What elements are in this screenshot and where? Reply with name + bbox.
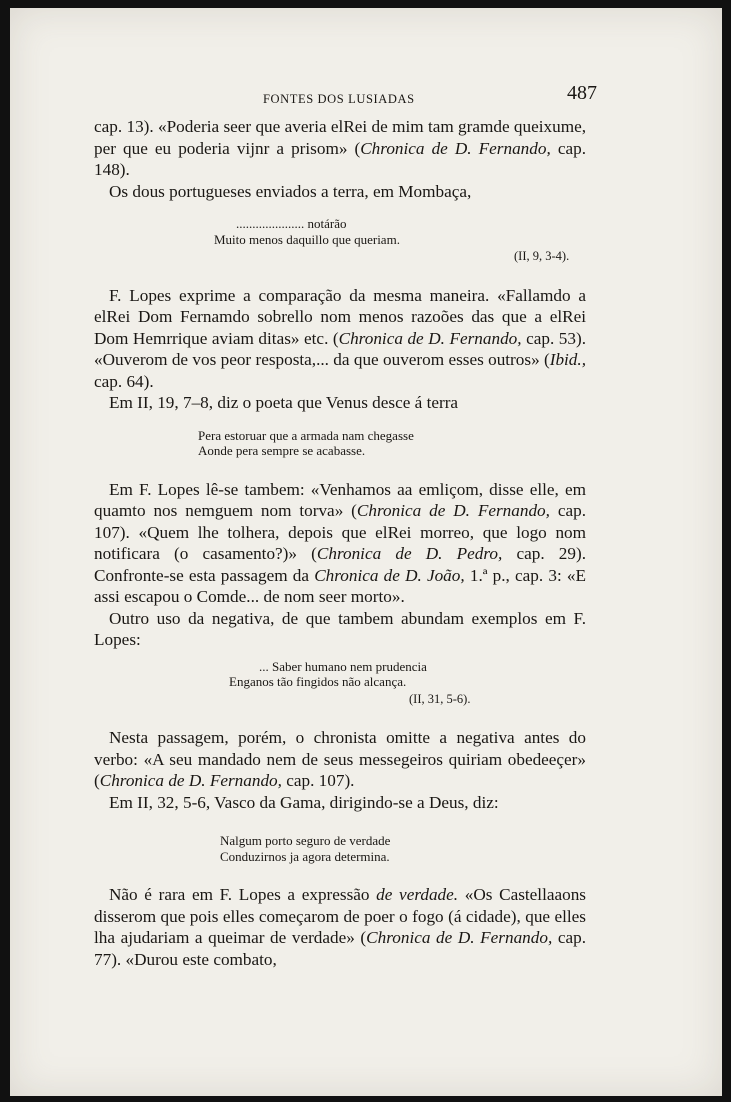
running-title: FONTES DOS LUSIADAS bbox=[263, 92, 415, 106]
body-text bbox=[94, 116, 586, 970]
paragraph: Em II, 32, 5-6, Vasco da Gama, dirigindo-se a Deus, diz: bbox=[109, 792, 499, 812]
paragraph: F. Lopes exprime a comparação da mesma maneira. «Fallamdo a elRei Dom Fernamdo sobrello nom menos razoões das que a elRei Dom Hemrrique aviam ditas» etc. (Chronica de D. Fernando, cap. 53). «Ouverom de vos peor resposta,... da que ouverom esses outros» (Ibid., cap. 64). bbox=[94, 285, 586, 391]
paragraph: Não é rara em F. Lopes a expressão de verdade. «Os Castellaaons disserom que pois elles começarom de poer o fogo (á cidade), que elles lha ajudariam a queimar de verdade» (Chronica de D. Fernando, cap. 77). «Durou este combato, bbox=[94, 885, 586, 969]
verse-line: Nalgum porto seguro de verdade bbox=[220, 833, 391, 848]
verse-line: Muito menos daquillo que queriam. bbox=[214, 231, 400, 247]
verse-quote bbox=[229, 659, 586, 708]
verse-line: Aonde pera sempre se acabasse. bbox=[198, 443, 366, 458]
paragraph: Outro uso da negativa, de que tambem abundam exemplos em F. Lopes: bbox=[94, 608, 586, 649]
page-header bbox=[105, 80, 597, 110]
verse-line: Conduzirnos ja agora determina. bbox=[220, 848, 390, 864]
verse-line: Pera estoruar que a armada nam chegasse bbox=[198, 427, 414, 443]
verse-quote bbox=[220, 833, 586, 864]
verse-line: Enganos tão fingidos não alcança. bbox=[229, 674, 407, 689]
verse-line: ..................... notárão bbox=[236, 216, 347, 231]
paragraph: cap. 13). «Poderia seer que averia elRei de mim tam gramde queixume, per que eu poderia vijnr a prisom» (Chronica de D. Fernando, cap. 148). bbox=[94, 117, 586, 179]
paragraph: Em II, 19, 7–8, diz o poeta que Venus desce á terra bbox=[109, 393, 459, 412]
page-number: 487 bbox=[567, 82, 597, 104]
verse-quote bbox=[214, 216, 586, 265]
paragraph: Em F. Lopes lê-se tambem: «Venhamos aa emliçom, disse elle, em quamto nos nemguem nom torva» (Chronica de D. Fernando, cap. 107). «Quem lhe tolhera, depois que elRei morreo, que logo nom notificara (o casamento?)» (Chronica de D. Pedro, cap. 29). Confronte-se esta passagem da Chronica de D. João, 1.ª p., cap. 3: «E assi escapou o Comde... de nom seer morto». bbox=[94, 479, 586, 606]
paragraph: Nesta passagem, porém, o chronista omitte a negativa antes do verbo: «A seu mandado nem de seus messegeiros quiriam obedeeçer» (Chronica de D. Fernando, cap. 107). bbox=[94, 728, 586, 790]
verse-reference: (II, 31, 5-6). bbox=[409, 691, 471, 706]
verse-quote bbox=[198, 428, 586, 459]
paragraph: Os dous portugueses enviados a terra, em Mombaça, bbox=[109, 181, 472, 201]
verse-line: ... Saber humano nem prudencia bbox=[259, 658, 427, 674]
verse-reference: (II, 9, 3-4). bbox=[514, 249, 570, 263]
